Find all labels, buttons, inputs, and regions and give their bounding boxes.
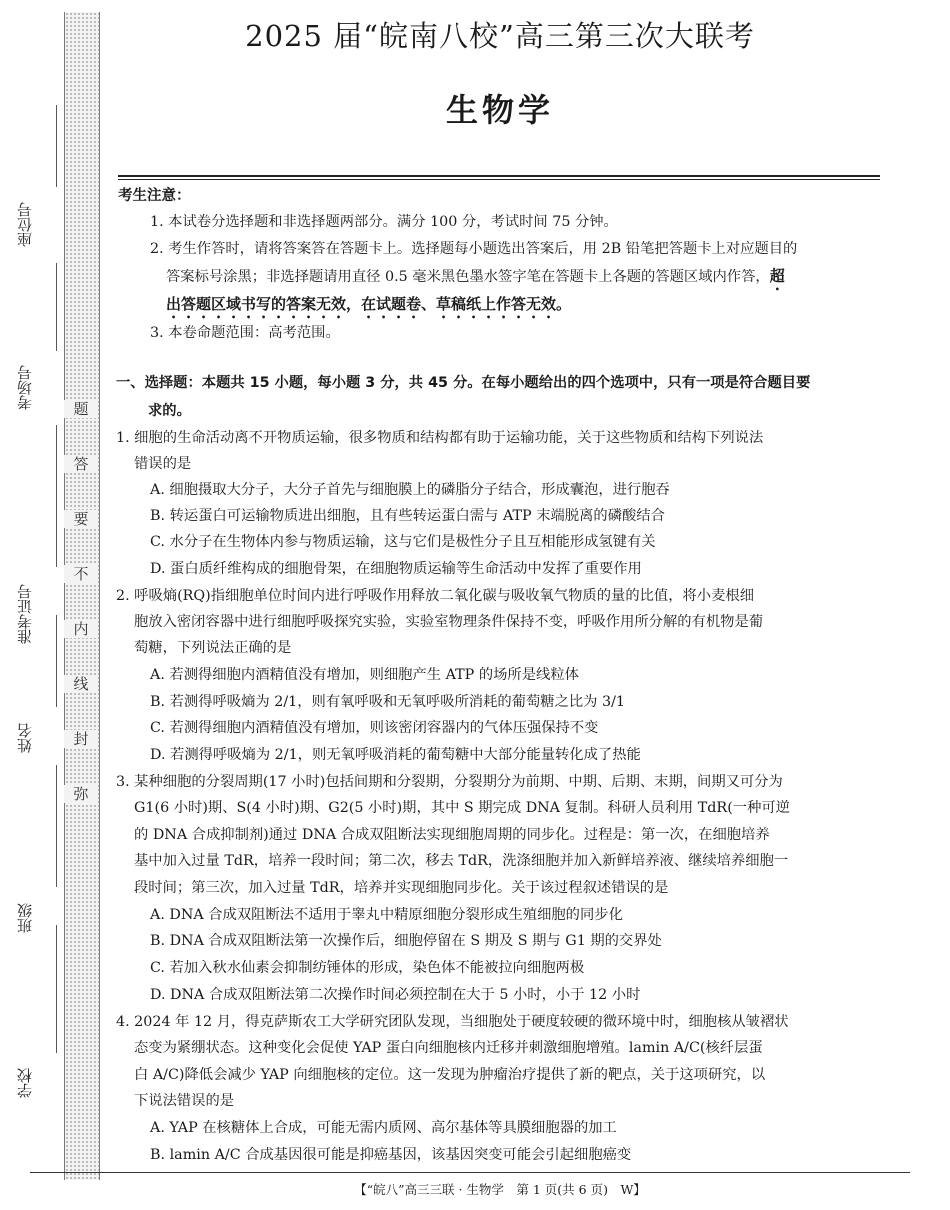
question-2-option-c: C. 若测得细胞内酒精值没有增加，则该密闭容器内的气体压强保持不变 — [150, 720, 599, 736]
notice-item-2-text: 答案标号涂黑；非选择题请用直径 0.5 毫米黑色墨水签字笔在答题卡上各题的答题区域内作答， — [166, 269, 770, 285]
exam-room-label: 考场号 — [16, 365, 34, 411]
name-line — [56, 615, 57, 707]
question-3-stem: 3. 某种细胞的分裂周期(17 小时)包括间期和分裂期，分裂期分为前期、中期、后期、末期，间期又可分为 — [116, 774, 783, 790]
question-2-stem: 2. 呼吸熵(RQ)指细胞单位时间内进行呼吸作用释放二氧化碳与吸收氧气物质的量的比值，将小麦根细 — [116, 588, 754, 604]
question-3-stem-cont: 的 DNA 合成抑制剂)通过 DNA 合成双阻断法实现细胞周期的同步化。过程是：第一次，在细胞培养 — [134, 827, 770, 843]
binding-char: 弥 — [64, 785, 98, 803]
seat-number-label: 座位号 — [16, 202, 34, 248]
exam-room-line — [56, 263, 57, 351]
question-2-option-d: D. 若测得呼吸熵为 2/1，则无氧呼吸消耗的葡萄糖中大部分能量转化成了热能 — [150, 747, 641, 763]
binding-char: 内 — [64, 620, 98, 638]
question-3-stem-cont: 基中加入过量 TdR，培养一段时间；第二次，移去 TdR，洗涤细胞并加入新鲜培养液、继续培养细胞一 — [134, 853, 789, 869]
header-rule-thin — [118, 179, 880, 180]
binding-char: 答 — [64, 455, 98, 473]
question-2-option-b: B. 若测得呼吸熵为 2/1，则有氧呼吸和无氧呼吸所消耗的葡萄糖之比为 3/1 — [150, 694, 626, 710]
admission-number-label: 准考证号 — [16, 584, 34, 644]
question-1-stem: 1. 细胞的生命活动离不开物质运输，很多物质和结构都有助于运输功能，关于这些物质和结构下列说法 — [116, 430, 764, 446]
question-2-option-a: A. 若测得细胞内酒精值没有增加，则细胞产生 ATP 的场所是线粒体 — [150, 667, 579, 683]
question-4-option-b: B. lamin A/C 合成基因很可能是抑癌基因，该基因突变可能会引起细胞癌变 — [150, 1147, 632, 1163]
question-3-option-b: B. DNA 合成双阻断法第一次操作后，细胞停留在 S 期及 S 期与 G1 期的交界处 — [150, 933, 662, 949]
notice-item-2-line-2 — [166, 266, 785, 294]
class-label: 班级 — [16, 903, 34, 933]
question-4-stem-cont: 白 A/C)降低会减少 YAP 向细胞核的定位。这一发现为肿瘤治疗提供了新的靶点，关于这项研究，以 — [134, 1067, 766, 1083]
section-heading-cont: 求的。 — [148, 403, 191, 419]
header-rule — [118, 175, 880, 177]
school-line — [56, 925, 57, 1053]
question-2-stem-cont: 萄糖，下列说法正确的是 — [134, 640, 292, 656]
name-label: 姓名 — [16, 723, 34, 753]
question-3-stem-cont: 段时间；第三次，加入过量 TdR，培养并实现细胞同步化。关于该过程叙述错误的是 — [134, 880, 669, 896]
binding-char: 线 — [64, 675, 98, 693]
school-label: 学校 — [16, 1068, 34, 1098]
admission-number-line — [56, 425, 57, 567]
binding-char: 要 — [64, 510, 98, 528]
page-footer: 【“皖八”高三三联 · 生物学 第 1 页(共 6 页) W】 — [354, 1182, 646, 1197]
binding-char: 封 — [64, 730, 98, 748]
question-1-stem-cont: 错误的是 — [134, 456, 192, 472]
question-3-option-d: D. DNA 合成双阻断法第二次操作时间必须控制在大于 5 小时，小于 12 小时 — [150, 987, 641, 1003]
notice-item-1: 1. 本试卷分选择题和非选择题两部分。满分 100 分，考试时间 75 分钟。 — [150, 214, 618, 230]
notice-heading: 考生注意： — [118, 188, 191, 204]
class-line — [56, 765, 57, 887]
notice-item-3: 3. 本卷命题范围：高考范围。 — [150, 325, 340, 341]
section-heading: 一、选择题：本题共 15 小题，每小题 3 分，共 45 分。在每小题给出的四个选项中，只有一项是符合题目要 — [116, 375, 811, 391]
question-2-stem-cont: 胞放入密闭容器中进行细胞呼吸探究实验，实验室物理条件保持不变，呼吸作用所分解的有机物是葡 — [134, 614, 764, 630]
notice-item-2-line-1: 2. 考生作答时，请将答案答在答题卡上。选择题每小题选出答案后，用 2B 铅笔把答题卡上对应题目的 — [150, 241, 798, 257]
binding-strip — [64, 12, 100, 1180]
question-1-option-b: B. 转运蛋白可运输物质进出细胞，且有些转运蛋白需与 ATP 末端脱离的磷酸结合 — [150, 508, 665, 524]
question-3-option-c: C. 若加入秋水仙素会抑制纺锤体的形成，染色体不能被拉向细胞两极 — [150, 960, 585, 976]
question-4-stem-cont: 下说法错误的是 — [134, 1093, 235, 1109]
binding-char: 题 — [64, 400, 98, 418]
subject-title: 生物学 — [445, 91, 554, 129]
question-4-stem-cont: 态变为紧绷状态。这种变化会促使 YAP 蛋白向细胞核内迁移并刺激细胞增殖。lamin A/C(核纤层蛋 — [134, 1040, 763, 1056]
notice-emphasis-start: 超 — [769, 267, 785, 285]
notice-emphasis: 出答题区域书写的答案无效，在试题卷、草稿纸上作答无效。 — [166, 295, 572, 313]
question-1-option-c: C. 水分子在生物体内参与物质运输，这与它们是极性分子且互相能形成氢键有关 — [150, 534, 656, 550]
question-3-stem-cont: G1(6 小时)期、S(4 小时)期、G2(5 小时)期，其中 S 期完成 DNA 复制。科研人员利用 TdR(一种可逆 — [134, 800, 790, 816]
footer-rule — [30, 1172, 910, 1173]
binding-char: 不 — [64, 565, 98, 583]
exam-title: 2025 届“皖南八校”高三第三次大联考 — [245, 19, 755, 53]
question-3-option-a: A. DNA 合成双阻断法不适用于睾丸中精原细胞分裂形成生殖细胞的同步化 — [150, 907, 623, 923]
question-4-stem: 4. 2024 年 12 月，得克萨斯农工大学研究团队发现，当细胞处于硬度较硬的微环境中时，细胞核从皱褶状 — [116, 1014, 789, 1030]
question-1-option-d: D. 蛋白质纤维构成的细胞骨架，在细胞物质运输等生命活动中发挥了重要作用 — [150, 561, 642, 577]
question-4-option-a: A. YAP 在核糖体上合成，可能无需内质网、高尔基体等具膜细胞器的加工 — [150, 1120, 617, 1136]
question-1-option-a: A. 细胞摄取大分子，大分子首先与细胞膜上的磷脂分子结合，形成囊泡，进行胞吞 — [150, 482, 670, 498]
